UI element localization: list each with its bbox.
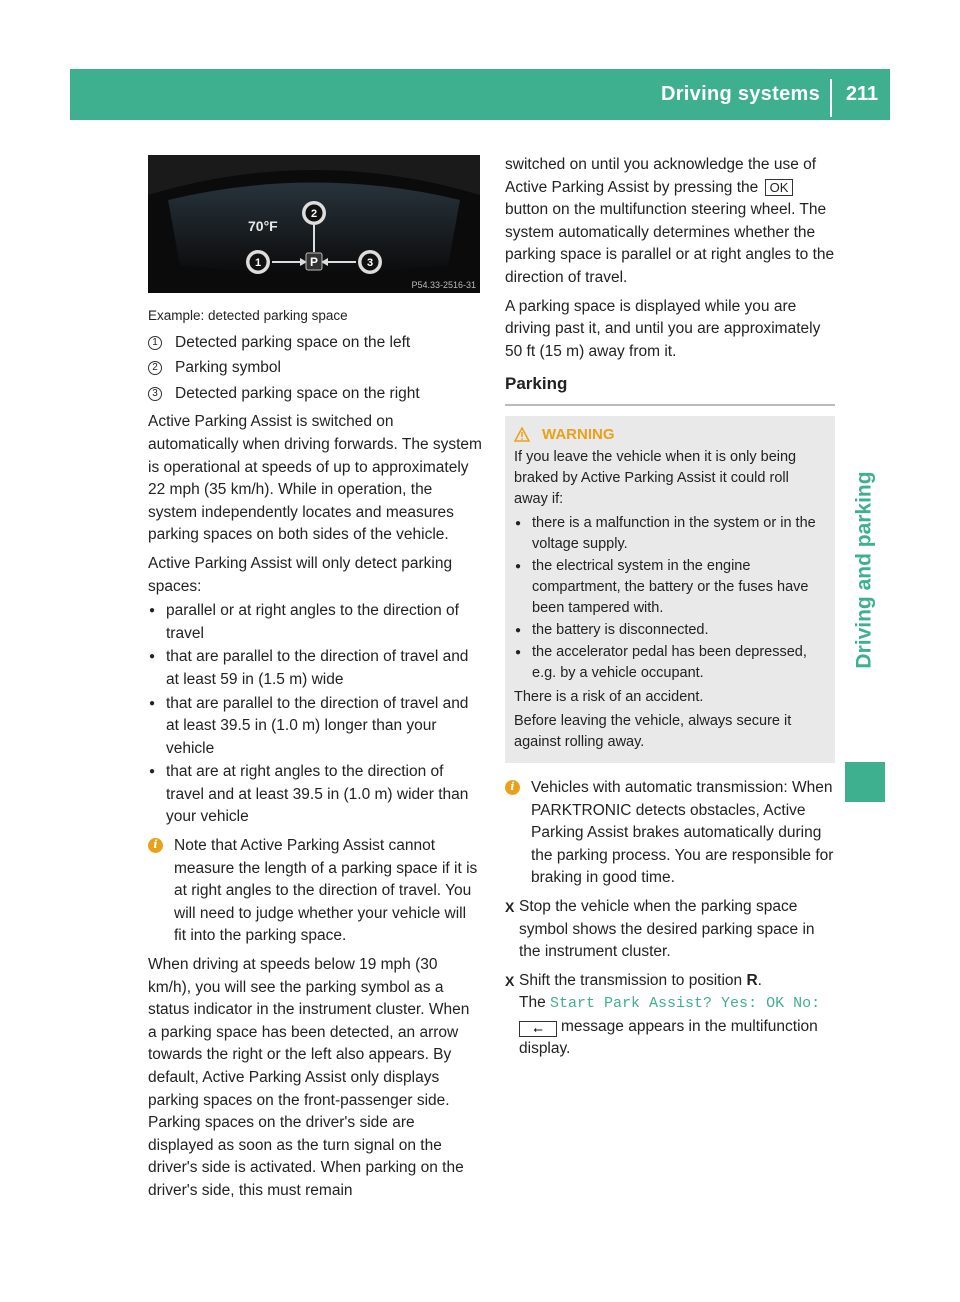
cluster-illustration <box>148 155 480 293</box>
legend-item <box>148 357 482 380</box>
legend-number: 2 <box>148 361 162 375</box>
figure-caption: Example: detected parking space <box>148 308 348 323</box>
marker-1 <box>246 250 270 274</box>
legend-text: Parking symbol <box>175 359 281 377</box>
svg-text:1: 1 <box>254 257 262 269</box>
svg-text:3: 3 <box>366 257 374 269</box>
marker-3 <box>358 250 382 274</box>
info-note <box>505 777 835 890</box>
legend-item <box>148 332 482 355</box>
paragraph-text: switched on until you acknowledge the use of Active Parking Assist by pressing the <box>505 156 817 196</box>
info-note-text: Vehicles with automatic transmission: When PARKTRONIC detects obstacles, Active Parking Assist brakes automatically during the parking process. You are responsible for braking in good time. <box>531 778 834 887</box>
page-number: 211 <box>845 83 879 105</box>
temperature-readout: 70°F <box>248 218 278 234</box>
legend-item <box>148 383 482 406</box>
page-header <box>70 69 890 120</box>
legend-number: 1 <box>148 336 162 350</box>
side-tab-label: Driving and parking <box>853 471 877 669</box>
paragraph: Active Parking Assist is switched on automatically when driving forwards. The system is operational at speeds of up to approximately 22 mph (35 km/h). While in operation, the system independently locates and measures parking spaces on both sides of the vehicle. <box>148 413 482 544</box>
header-divider <box>830 79 832 117</box>
list-item: ● there is a malfunction in the system or in the voltage supply. <box>514 513 826 555</box>
instruction-text: Shift the transmission to position <box>519 971 743 989</box>
warning-risk: There is a risk of an accident. <box>514 688 704 705</box>
parking-symbol <box>306 253 322 270</box>
svg-text:P: P <box>309 255 319 269</box>
list-item: ● that are parallel to the direction of travel and at least 59 in (1.5 m) wide <box>148 646 482 691</box>
figure-code: P54.33-2516-31 <box>411 280 476 290</box>
instruction-text: message appears in the multifunction display. <box>519 1017 818 1058</box>
ok-button-icon: OK <box>765 179 794 196</box>
paragraph <box>505 154 835 290</box>
criteria-list <box>148 600 482 829</box>
instruction-text: The <box>519 994 546 1012</box>
warning-header <box>514 424 826 445</box>
back-button-icon: ⭠ <box>519 1021 557 1037</box>
list-item: ● parallel or at right angles to the direction of travel <box>148 600 482 645</box>
legend-text: Detected parking space on the left <box>175 333 411 351</box>
side-tab-label-wrap <box>843 425 887 715</box>
section-title: Driving systems <box>660 83 820 105</box>
warning-triangle-icon <box>514 427 530 442</box>
heading-rule <box>505 404 835 406</box>
svg-text:2: 2 <box>310 208 318 220</box>
list-item: ● the battery is disconnected. <box>514 620 826 641</box>
list-item: ● the electrical system in the engine compartment, the battery or the fuses have been tampered with. <box>514 556 826 619</box>
paragraph: When driving at speeds below 19 mph (30 km/h), you will see the parking symbol as a status indicator in the instrument cluster. When a parking space has been detected, an arrow towards the right or the left also appears. By default, Active Parking Assist only displays parking spaces on the front-passenger side. Parking spaces on the driver's side are displayed as soon as the turn signal on the driver's side is activated. When parking on the driver's side, this must remain <box>148 956 470 1199</box>
paragraph-text: button on the multifunction steering wheel. The system automatically determines whether the parking space is parallel or at right angles to the direction of travel. <box>505 201 835 286</box>
paragraph: Active Parking Assist will only detect parking spaces: <box>148 554 453 595</box>
right-column <box>505 154 835 1067</box>
side-tab-marker <box>845 762 885 802</box>
info-icon: i <box>505 780 520 795</box>
instruction-step: X Stop the vehicle when the parking space symbol shows the desired parking space in the instrument cluster. <box>505 896 835 964</box>
info-note-text: Note that Active Parking Assist cannot measure the length of a parking space if it is at right angles to the direction of travel. You will need to judge whether your vehicle will fit into the parking space. <box>174 837 478 945</box>
list-item: ● that are at right angles to the direction of travel and at least 39.5 in (1.0 m) wider than your vehicle <box>148 761 482 829</box>
paragraph: A parking space is displayed while you are driving past it, and until you are approximately 50 ft (15 m) away from it. <box>505 297 821 360</box>
display-message: Start Park Assist? Yes: OK No: <box>550 995 821 1013</box>
legend-text: Detected parking space on the right <box>175 384 420 402</box>
warning-advice: Before leaving the vehicle, always secure it against rolling away. <box>514 712 792 750</box>
section-heading: Parking <box>505 374 568 394</box>
left-column <box>148 305 482 1209</box>
instruction-step: X Shift the transmission to position R. The Start Park Assist? Yes: OK No: ⭠ message appears in the multifunction display. <box>505 970 835 1061</box>
warning-title: WARNING <box>542 425 615 443</box>
info-icon: i <box>148 838 163 853</box>
list-item: ● the accelerator pedal has been depressed, e.g. by a vehicle occupant. <box>514 642 826 684</box>
gear-position: R <box>746 971 758 989</box>
list-item: ● that are parallel to the direction of travel and at least 39.5 in (1.0 m) longer than your vehicle <box>148 693 482 761</box>
marker-2 <box>302 201 326 225</box>
info-note <box>148 835 482 948</box>
legend-number: 3 <box>148 387 162 401</box>
cluster-figure <box>148 155 480 293</box>
warning-intro: If you leave the vehicle when it is only being braked by Active Parking Assist it could roll away if: <box>514 448 797 507</box>
warning-list <box>514 513 826 684</box>
warning-box <box>505 416 835 763</box>
